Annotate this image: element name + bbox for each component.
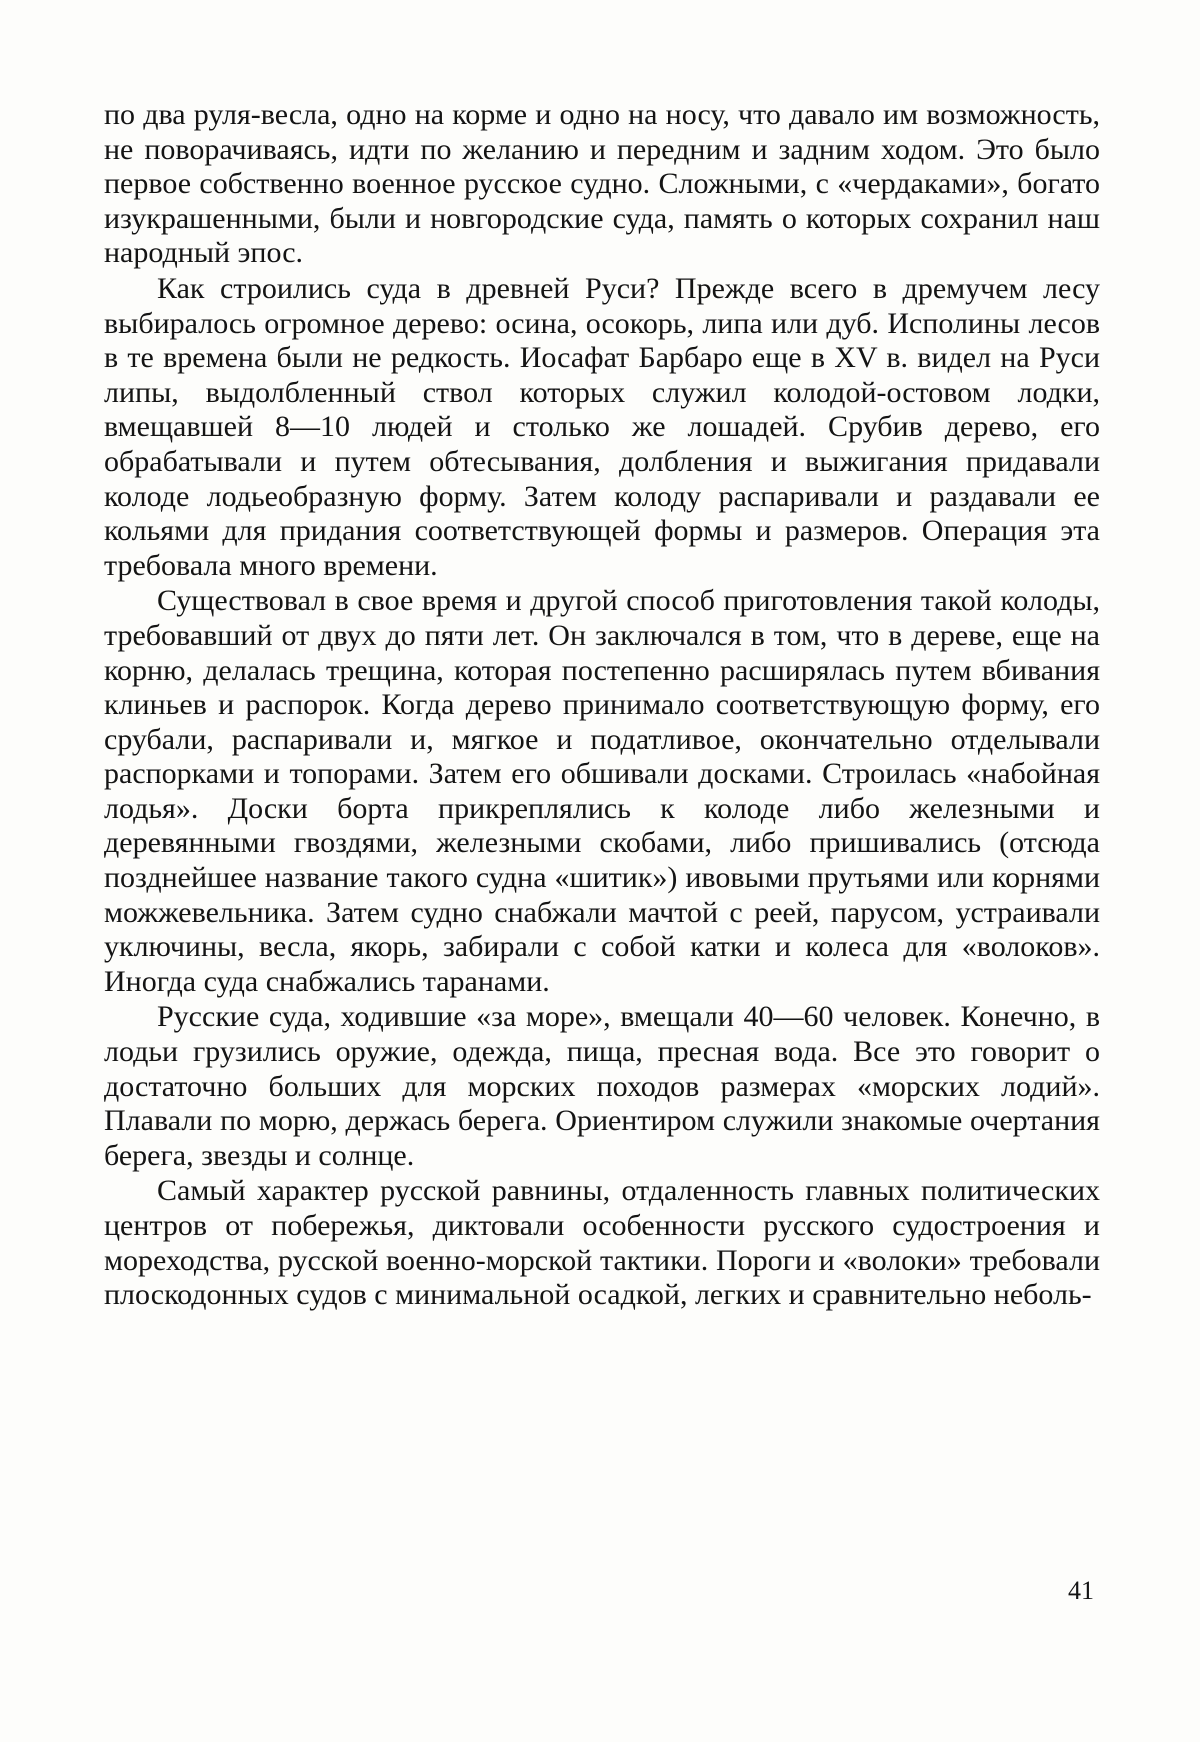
paragraph-3: Существовал в свое время и другой способ приготовления такой колоды, требовавший от двух до пяти лет. Он заключался в том, что в дереве, еще на корню, делалась трещина, которая постепенно расширялась путем вбивания клиньев и распорок. Когда дерево принимало соответствующую форму, его срубали, распаривали и, мягкое и податливое, окончательно отделывали распорками и топорами. Затем его обшивали досками. Строилась «набойная лодья». Доски борта прикреплялись к колоде либо железными и деревянными гвоздями, железными скобами, либо пришивались (отсюда позднейшее название такого судна «шитик») ивовыми прутьями или корнями можжевельника. Затем судно снабжали мачтой с реей, парусом, устраивали уключины, весла, якорь, забирали с собой катки и колеса для «волоков». Иногда суда снабжались таранами. [104,584,1100,998]
paragraph-4: Русские суда, ходившие «за море», вмещали 40—60 человек. Конечно, в лодьи грузились оружие, одежда, пища, пресная вода. Все это говорит о достаточно больших для морских походов размерах «морских лодий». Плавали по морю, держась берега. Ориентиром служили знакомые очертания берега, звезды и солнце. [104,1000,1100,1172]
paragraph-5: Самый характер русской равнины, отдаленность главных политических центров от побережья, диктовали особенности русского судостроения и мореходства, русской военно-морской тактики. Пороги и «волоки» требовали плоскодонных судов с минимальной осадкой, легких и сравнительно неболь- [104,1174,1100,1312]
paragraph-1: по два руля-весла, одно на корме и одно на носу, что давало им возможность, не поворачиваясь, идти по желанию и передним и задним ходом. Это было первое собственно военное русское судно. Сложными, с «чердаками», богато изукрашенными, были и новгородские суда, память о которых сохранил наш народный эпос. [104,98,1100,270]
page-number: 41 [1068,1576,1094,1605]
body-text [104,98,1100,1313]
paragraph-2: Как строились суда в древней Руси? Прежде всего в дремучем лесу выбиралось огромное дерево: осина, осокорь, липа или дуб. Исполины лесов в те времена были не редкость. Иосафат Барбаро еще в XV в. видел на Руси липы, выдолбленный ствол которых служил колодой-остовом лодки, вмещавшей 8—10 людей и столько же лошадей. Срубив дерево, его обрабатывали и путем обтесывания, долбления и выжигания придавали колоде лодьеобразную форму. Затем колоду распаривали и раздавали ее кольями для придания соответствующей формы и размеров. Операция эта требовала много времени. [104,271,1100,582]
